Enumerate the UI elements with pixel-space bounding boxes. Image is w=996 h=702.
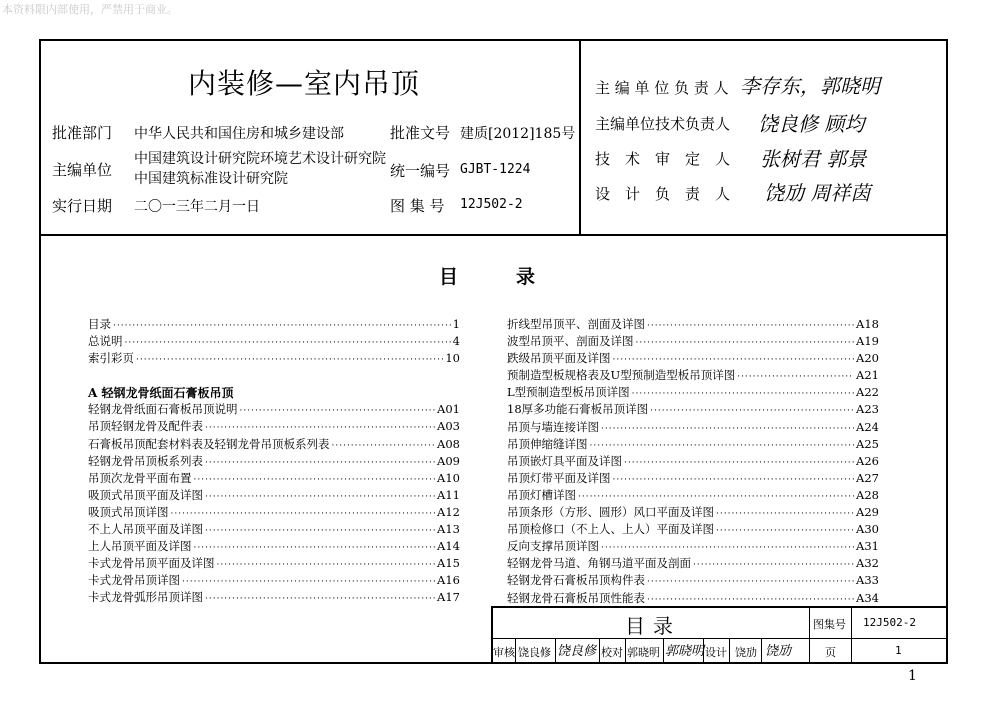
toc-entry-page: A33 [856, 573, 879, 588]
toc-entry-page: A26 [856, 453, 879, 468]
title-block-atlas-value: 12J502-2 [863, 616, 916, 629]
toc-leader-dots [205, 492, 435, 502]
toc-entry-page: A21 [856, 368, 879, 383]
header-vertical-divider [579, 39, 581, 235]
page-value: 1 [895, 644, 902, 657]
toc-leader-dots [647, 577, 854, 587]
design-label: 设计 [705, 646, 727, 659]
approve-dept-label: 批准部门 [52, 124, 113, 142]
toc-entry-name: 预制造型板规格表及U型预制造型板吊顶详图 [507, 368, 736, 383]
toc-entry-name: 轻钢龙骨马道、角钢马道平面及剖面 [507, 556, 691, 571]
toc-entry-name: 折线型吊顶平、剖面及详图 [507, 317, 645, 331]
title-block-atlas-label: 图集号 [813, 618, 846, 631]
toc-entry[interactable] [507, 538, 879, 555]
atlas-no-label: 图 集 号 [390, 197, 445, 215]
toc-leader-dots [217, 560, 436, 570]
toc-entry[interactable] [507, 350, 879, 367]
toc-entry-name: 卡式龙骨吊顶详图 [88, 573, 180, 588]
toc-entry-page: A25 [856, 436, 879, 451]
toc-leader-dots [205, 458, 435, 468]
toc-entry-name: 轻钢龙骨石膏板吊顶性能表 [507, 590, 645, 605]
page-label: 页 [825, 646, 836, 659]
toc-entry-name: 吊顶条形（方形、圆形）风口平面及详图 [507, 505, 714, 520]
toc-leader-dots [171, 509, 436, 519]
review-label: 审核 [493, 646, 515, 659]
toc-entry-page: A34 [856, 590, 879, 605]
toc-entry[interactable] [88, 538, 460, 555]
toc-entry-page: A15 [437, 556, 460, 571]
toc-entry-page: A32 [856, 556, 879, 571]
toc-entry-name: 吊顶检修口（不上人、上人）平面及详图 [507, 522, 714, 537]
toc-entry-name: 反向支撑吊顶详图 [507, 539, 599, 554]
chief-unit-value-1: 中国建筑设计研究院环境艺术设计研究院 [134, 151, 386, 167]
toc-leader-dots [716, 509, 854, 519]
toc-entry-name: 索引彩页 [88, 351, 134, 366]
toc-entry-name: 轻钢龙骨纸面石膏板吊顶说明 [88, 402, 238, 417]
toc-entry[interactable] [507, 333, 879, 350]
toc-entry-page: A08 [437, 436, 460, 451]
toc-leader-dots [205, 423, 435, 433]
toc-entry[interactable] [88, 316, 460, 333]
toc-leader-dots [590, 441, 855, 451]
toc-entry-name: 总说明 [88, 334, 123, 349]
toc-entry-name: 波型吊顶平、剖面及详图 [507, 334, 634, 349]
toc-entry-page: 4 [452, 334, 460, 349]
toc-leader-dots [601, 424, 854, 434]
toc-entry[interactable] [507, 419, 879, 436]
toc-leader-dots [647, 321, 854, 331]
toc-entry[interactable] [88, 418, 460, 435]
approve-dept-value: 中华人民共和国住房和城乡建设部 [134, 126, 344, 142]
toc-entry-name: 卡式龙骨弧形吊顶详图 [88, 590, 203, 605]
title-block-name: 目录 [625, 614, 681, 638]
toc-leader-dots [613, 475, 855, 485]
header-divider [39, 234, 948, 236]
toc-entry[interactable] [88, 521, 460, 538]
toc-entry[interactable] [88, 487, 460, 504]
toc-leader-dots [332, 441, 436, 451]
toc-entry[interactable] [88, 470, 460, 487]
toc-entry-name: 吊顶嵌灯具平面及详图 [507, 453, 622, 468]
resp-design-label: 设 计 负 责 人 [595, 185, 731, 203]
resp-design-signature: 饶劢 周祥茵 [764, 181, 871, 205]
toc-entry-page: A31 [856, 539, 879, 554]
toc-entry-name: 吊顶与墙连接详图 [507, 419, 599, 434]
toc-entry[interactable] [88, 333, 460, 350]
toc-entry-page: A24 [856, 419, 879, 434]
toc-leader-dots [693, 560, 854, 570]
check-signature: 郭晓明 [665, 644, 705, 659]
atlas-no-value: 12J502-2 [460, 197, 523, 212]
toc-entry[interactable] [88, 504, 460, 521]
toc-entry-page: A03 [437, 419, 460, 434]
toc-leader-dots [205, 594, 435, 604]
toc-entry-page: A16 [437, 573, 460, 588]
review-name: 饶良修 [518, 646, 551, 659]
toc-entry-page: A12 [437, 504, 460, 519]
design-signature: 饶劢 [765, 644, 792, 659]
toc-entry[interactable] [88, 436, 460, 453]
toc-heading-char-2: 录 [516, 266, 536, 288]
toc-leader-dots [650, 406, 854, 416]
toc-entry[interactable] [88, 555, 460, 572]
resp-review-label: 技 术 审 定 人 [595, 150, 731, 168]
toc-entry-name: 吊顶灯带平面及详图 [507, 470, 611, 485]
doc-no-value: 建质[2012]185号 [460, 126, 576, 142]
toc-leader-dots [182, 577, 435, 587]
toc-entry-name: 吊顶次龙骨平面布置 [88, 470, 192, 485]
doc-no-label: 批准文号 [390, 124, 451, 142]
toc-entry[interactable] [507, 572, 879, 589]
unified-no-label: 统一编号 [390, 162, 451, 180]
toc-leader-dots [194, 475, 436, 485]
toc-entry-name: 不上人吊顶平面及详图 [88, 522, 203, 537]
toc-entry-page: A01 [437, 402, 460, 417]
toc-leader-dots [737, 372, 854, 382]
toc-entry[interactable] [507, 367, 879, 384]
toc-entry[interactable] [88, 453, 460, 470]
toc-entry-page: A30 [856, 522, 879, 537]
toc-entry-name: 卡式龙骨吊顶平面及详图 [88, 556, 215, 571]
resp-tech-signature: 饶良修 顾均 [758, 112, 865, 136]
toc-leader-dots [647, 595, 854, 605]
toc-heading-char-1: 目 [439, 266, 459, 288]
toc-heading [439, 262, 593, 289]
toc-entry-page: A28 [856, 487, 879, 502]
check-label: 校对 [601, 646, 623, 659]
toc-entry[interactable] [507, 487, 879, 504]
toc-leader-dots [240, 406, 436, 416]
toc-entry[interactable] [88, 589, 460, 606]
resp-tech-label: 主编单位技术负责人 [595, 115, 731, 133]
document-title: 内装修—室内吊顶 [188, 67, 421, 100]
resp-chief-unit-label: 主 编 单 位 负 责 人 [595, 79, 729, 97]
unified-no-value: GJBT-1224 [460, 162, 531, 177]
toc-entry-name: 吊顶灯槽详图 [507, 487, 576, 502]
impl-date-value: 二〇一三年二月一日 [134, 199, 260, 215]
toc-entry-page: A23 [856, 402, 879, 417]
toc-entry-page: A19 [856, 334, 879, 349]
toc-entry[interactable] [507, 453, 879, 470]
toc-left-column [88, 316, 460, 607]
toc-entry-page: 10 [445, 351, 460, 366]
toc-entry[interactable] [88, 401, 460, 418]
toc-entry-page: A13 [437, 522, 460, 537]
toc-entry-page: A14 [437, 539, 460, 554]
toc-leader-dots [613, 355, 855, 365]
toc-leader-dots [601, 543, 854, 553]
toc-entry-name: 吸顶式吊顶详图 [88, 504, 169, 519]
toc-leader-dots [113, 321, 451, 331]
chief-unit-label: 主编单位 [52, 161, 113, 179]
chief-unit-value-2: 中国建筑标准设计研究院 [134, 171, 288, 187]
toc-entry[interactable] [507, 384, 879, 401]
toc-entry-name: 18厚多功能石膏板吊顶详图 [507, 402, 649, 417]
toc-section-a-title: A 轻钢龙骨纸面石膏板吊顶 [88, 386, 234, 401]
toc-leader-dots [194, 543, 436, 553]
resp-review-signature: 张树君 郭景 [760, 147, 867, 171]
toc-entry[interactable] [507, 470, 879, 487]
toc-leader-dots [716, 526, 854, 536]
toc-entry-name: 目录 [88, 317, 111, 331]
review-signature: 饶良修 [557, 644, 597, 659]
toc-entry-page: A11 [437, 487, 460, 502]
toc-leader-dots [632, 389, 854, 399]
page-number: 1 [908, 668, 917, 684]
toc-entry-page: A09 [437, 453, 460, 468]
toc-entry-name: L型预制造型板吊顶详图 [507, 385, 630, 400]
toc-entry[interactable] [507, 555, 879, 572]
toc-entry-page: A22 [856, 385, 879, 400]
watermark: 本资料限内部使用，严禁用于商业。 [2, 3, 178, 16]
toc-right-column [507, 316, 879, 607]
toc-leader-dots [624, 458, 854, 468]
design-name: 饶劢 [735, 646, 757, 659]
resp-chief-unit-signature: 李存东，郭晓明 [740, 74, 880, 98]
toc-entry[interactable] [507, 504, 879, 521]
toc-entry[interactable] [507, 401, 879, 418]
check-name: 郭晓明 [627, 646, 660, 659]
toc-entry-name: 吸顶式吊顶平面及详图 [88, 487, 203, 502]
toc-leader-dots [636, 338, 855, 348]
toc-entry[interactable] [507, 521, 879, 538]
toc-entry-name: 轻钢龙骨吊顶板系列表 [88, 453, 203, 468]
toc-entry-name: 跌级吊顶平面及详图 [507, 351, 611, 366]
toc-entry[interactable] [88, 350, 460, 367]
toc-leader-dots [125, 338, 451, 348]
toc-entry[interactable] [507, 436, 879, 453]
toc-entry-name: 吊顶伸缩缝详图 [507, 436, 588, 451]
toc-entry-name: 轻钢龙骨石膏板吊顶构件表 [507, 573, 645, 588]
toc-entry-name: 石膏板吊顶配套材料表及轻钢龙骨吊顶板系列表 [88, 436, 330, 451]
toc-entry-page: A17 [437, 590, 460, 605]
toc-leader-dots [136, 355, 443, 365]
toc-entry[interactable] [507, 316, 879, 333]
toc-entry-page: A27 [856, 470, 879, 485]
toc-leader-dots [205, 526, 435, 536]
toc-entry-name: 上人吊顶平面及详图 [88, 539, 192, 554]
impl-date-label: 实行日期 [52, 197, 113, 215]
toc-entry[interactable] [88, 572, 460, 589]
toc-entry-page: A10 [437, 470, 460, 485]
toc-entry-page: A29 [856, 505, 879, 520]
title-block [491, 606, 947, 664]
toc-entry-page: A18 [856, 317, 879, 331]
toc-entry[interactable] [507, 590, 879, 607]
toc-entry-page: A20 [856, 351, 879, 366]
toc-entry-page: 1 [452, 317, 460, 331]
toc-leader-dots [578, 492, 854, 502]
toc-entry-name: 吊顶轻钢龙骨及配件表 [88, 419, 203, 434]
